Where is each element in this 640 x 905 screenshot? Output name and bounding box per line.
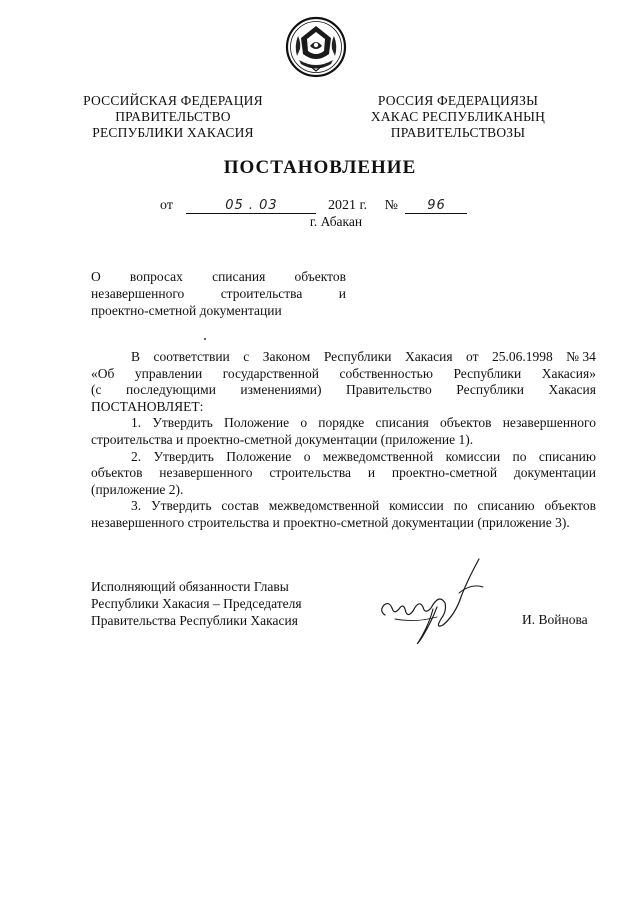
body-word: В [131,349,141,364]
subject-line [91,302,346,319]
date-line [160,198,467,214]
item-1-line [91,415,596,432]
body-word: 1. [131,415,142,431]
body-word: межведомственной [322,448,434,464]
body-word: списания [375,415,429,431]
intro-line [91,366,596,383]
body-word: № 34 [566,349,596,364]
subject-word: строительства [220,286,303,301]
body-word: управлении [134,365,203,381]
body-word: и [367,465,376,481]
body-word: (с [91,382,102,398]
body-word: «Об [91,365,115,381]
header-left-line-3: РЕСПУБЛИКИ ХАКАСИЯ [92,125,254,140]
position-line-3: Правительства Республики Хакасия [91,613,298,628]
intro-line [91,349,596,366]
body-word: незавершенного [502,415,596,431]
subject-line [91,285,346,302]
body-word: Утвердить [152,415,213,431]
body-word: государственной [222,365,319,381]
body-word: незавершенного [159,465,253,481]
body-word: списанию [538,448,596,464]
body-word: изменениями) [240,382,322,398]
subject-line [91,268,346,285]
body-word: Хакасия [405,349,453,364]
header-left-line-1: РОССИЙСКАЯ ФЕДЕРАЦИЯ [83,93,263,108]
subject-word: списания [212,269,266,284]
body-word: объектов [440,415,492,431]
body-word: 2. [131,448,142,464]
body-word: 3. [131,498,142,514]
coat-of-arms-emblem [285,16,347,78]
body-word: Хакасия» [541,365,596,381]
body-word: по [512,448,527,464]
body-word: ПОСТАНОВЛЯЕТ: [91,398,204,414]
intro-line [91,399,596,416]
subject-word: О [91,269,101,284]
body-word: незавершенного строительства и проектно-сметной документации (приложение 3). [91,514,570,530]
body-word: собственностью [339,365,433,381]
header-right-line-2: ХАКАС РЕСПУБЛИКАНЫҢ [370,109,546,124]
intro-line [91,382,596,399]
body-word: проектно-сметной [391,465,498,481]
body-word: документации [513,465,596,481]
year-label: 2021 г. [327,198,368,213]
body-word: межведомственной [268,498,380,514]
number-label: № [384,198,398,213]
body-word: объектов [544,498,596,514]
document-body [91,349,596,532]
body-word: Республики [323,349,392,364]
body-word: строительства [269,465,352,481]
header-left [78,93,268,141]
item-2-line [91,465,596,482]
body-word: Положение [226,448,292,464]
body-word: списанию [477,498,535,514]
body-word: Законом [262,349,311,364]
body-word: комиссии [389,498,444,514]
body-word: состав [221,498,259,514]
subject-block [91,268,346,319]
body-word: последующими [125,382,216,398]
body-word: Республики [453,365,522,381]
body-word: по [453,498,468,514]
item-2-line [91,482,596,499]
header-right-line-3: ПРАВИТЕЛЬСТВОЗЫ [390,125,526,140]
item-3-line [91,498,596,515]
body-word: комиссии [445,448,501,464]
body-word: (приложение 2). [91,481,184,497]
subject-word: незавершенного [91,286,185,301]
body-word: 25.06.1998 [491,349,553,364]
subject-word: и [338,286,346,301]
item-3-line [91,515,596,532]
header-left-line-2: ПРАВИТЕЛЬСТВО [115,109,231,124]
body-word: Правительство [345,382,432,398]
body-word: Положение [224,415,290,431]
speck-mark [204,338,206,340]
body-word: Утвердить [153,448,214,464]
number-field: 96 [405,198,467,214]
item-1-line [91,432,596,449]
header-right [358,93,558,141]
handwritten-signature [375,553,495,648]
body-word: Республики [456,382,524,398]
body-word: с [243,349,250,364]
subject-word: вопросах [129,269,183,284]
position-line-1: Исполняющий обязанности Главы [91,579,289,594]
city-line [0,214,640,230]
subject-word: объектов [294,269,346,284]
body-word: строительства и проектно-сметной документации (приложение 1). [91,431,474,447]
city-label: г. Абакан [309,214,363,229]
item-2-line [91,449,596,466]
body-word: от [466,349,479,364]
body-word: Утвердить [151,498,212,514]
header-right-line-1: РОССИЯ ФЕДЕРАЦИЯЗЫ [377,93,539,108]
position-line-2: Республики Хакасия – Председателя [91,596,302,611]
body-word: о [303,448,311,464]
subject-word: проектно-сметной документации [91,303,282,318]
signatory-position [91,578,331,629]
body-word: Хакасия [548,382,596,398]
body-word: порядке [318,415,365,431]
signer-name: И. Войнова [522,612,588,627]
body-word: объектов [91,465,143,481]
document-title: ПОСТАНОВЛЕНИЕ [223,157,417,178]
from-label: от [160,198,173,213]
body-word: соответствии [153,349,230,364]
body-word: о [300,415,308,431]
date-field: 05 . 03 [186,198,316,214]
